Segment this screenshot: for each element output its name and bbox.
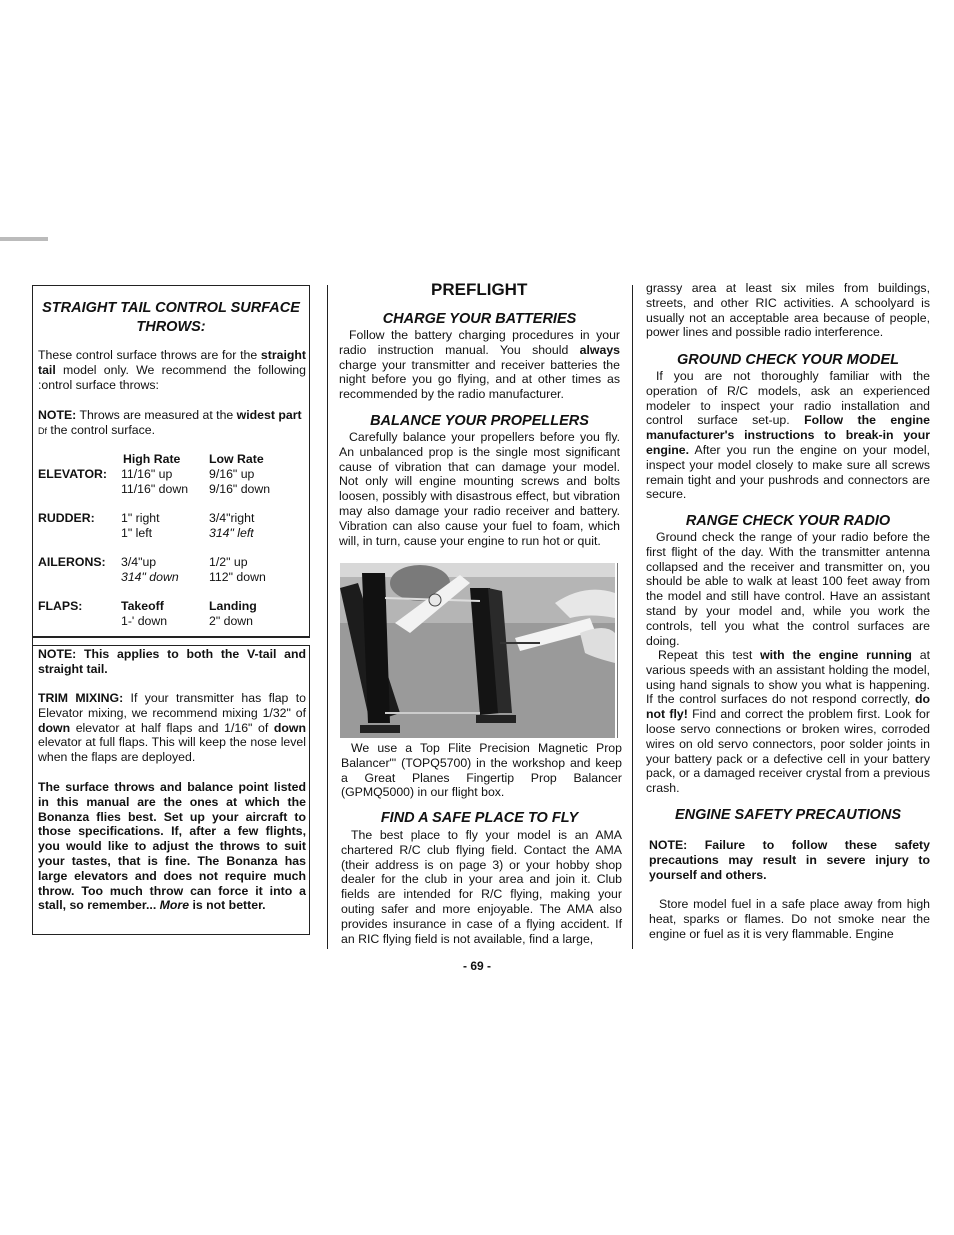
- photo-caption: We use a Top Flite Precision Magnetic Prop Balancer"' (TOPQ5700) in the workshop and keep a Great Planes Fingertip Prop Balancer (GPMQ5000) in our flight box.: [341, 741, 622, 800]
- photo-edge-line: [617, 563, 618, 738]
- find-heading: FIND A SAFE PLACE TO FLY: [380, 810, 579, 826]
- throws-advice: The surface throws and balance point listed in this manual are the ones at which the Bonanza flies best. Set up your aircraft to those specifications. If, after a few flights, you would like to adjust the throws to suit your tastes, that is fine. The Bonanza has large elevators and does not require much throw. Too much throw can force it into a stall, so remember... More is not better.: [38, 780, 306, 913]
- preflight-title: PREFLIGHT: [431, 280, 528, 299]
- col-low-rate: Low Rate: [209, 452, 264, 466]
- rudder-high-left: 1" left: [121, 526, 153, 540]
- throws-title: STRAIGHT TAIL CONTROL SURFACE THROWS:: [42, 300, 300, 335]
- balance-heading: BALANCE YOUR PROPELLERS: [370, 413, 589, 429]
- find-continued: grassy area at least six miles from buildings, streets, and other RIC activities. A schoolyard is usually not an acceptable area because of people, power lines and possible radio interference.: [646, 281, 930, 340]
- col-high-rate: High Rate: [123, 452, 181, 466]
- elevator-low-up: 9/16" up: [209, 467, 255, 481]
- rudder-label: RUDDER:: [38, 511, 95, 525]
- engine-note: NOTE: Failure to follow these safety precautions may result in severe injury to yourself and others.: [649, 838, 930, 882]
- ailerons-low-down: 112" down: [209, 570, 266, 584]
- box-right-border-lower: [309, 645, 310, 935]
- page-edge-mark: [0, 237, 48, 241]
- balance-paragraph: Carefully balance your propellers before you fly. An unbalanced prop is the single most significant cause of vibration that can damage your model. Not only will engine mounting screws and bolts loosen, possibly with disastrous effect, but vibration may also damage your radio receiver and battery. Vibration can also cause your fuel to foam, which will, in turn, cause your engine to run hot or quit.: [339, 430, 620, 548]
- ground-paragraph: If you are not thoroughly familiar with the operation of R/C models, ask an experienced modeler to inspect your radio installation and control surface set-up. Follow the engine manufacturer's instructions to break-in your engine. After you run the engine on your model, inspect your model closely to make sure all screws remain tight and your pushrods and connectors are secure.: [646, 369, 930, 502]
- flaps-landing-head: Landing: [209, 599, 257, 613]
- rudder-low-left: 314" left: [209, 526, 254, 540]
- vtail-note: NOTE: This applies to both the V-tail and straight tail.: [38, 647, 306, 676]
- charge-heading: CHARGE YOUR BATTERIES: [382, 311, 577, 327]
- prop-balancer-illustration: [340, 563, 615, 738]
- box-top-rule: [32, 645, 310, 646]
- throws-intro: These control surface throws are for the straight tail model only. We recommend the following :ontrol surface throws:: [38, 348, 306, 392]
- flaps-takeoff-value: 1-' down: [121, 614, 168, 628]
- store-paragraph: Store model fuel in a safe place away from high heat, sparks or flames. Do not smoke near the engine or fuel as it is very flammable. Engine: [649, 897, 930, 941]
- find-paragraph: The best place to fly your model is an AMA chartered R/C club flying field. Contact the AMA (their address is on page 3) or your hobby shop dealer for the club in your area and join it. Club fields are intended for R/C flying, making your outing safer and more enjoyable. The AMA also provides insurance in case of a flying accident. If an RIC flying field is not available, find a large,: [341, 828, 622, 946]
- ailerons-low-up: 1/2" up: [209, 555, 248, 569]
- range-paragraph: Ground check the range of your radio before the first flight of the day. With the transmitter antenna collapsed and the receiver and transmitter on, you should be able to walk at least 100 feet away from the model and still have control. Have an assistant stand by your model and, while you work the controls, tell you what the control surfaces are doing.: [646, 530, 930, 648]
- ground-heading: GROUND CHECK YOUR MODEL: [676, 352, 900, 368]
- column-divider-right: [632, 285, 633, 949]
- flaps-takeoff-head: Takeoff: [121, 599, 164, 613]
- page-number: - 69 -: [463, 959, 492, 973]
- box-left-border-lower: [32, 637, 33, 935]
- engine-heading: ENGINE SAFETY PRECAUTIONS: [674, 807, 902, 823]
- elevator-high-up: 11/16" up: [121, 467, 173, 481]
- elevator-label: ELEVATOR:: [38, 467, 108, 481]
- repeat-paragraph: Repeat this test with the engine running at various speeds with an assistant holding the model, using hand signals to show you what is happening. If the control surfaces do not respond correctly, do not fly! Find and correct the problem first. Look for loose servo connections or broken wires, corroded wires on old servo connectors, poor solder joints in your battery pack or a defective cell in your battery pack, or a damaged receiver crystal from a previous crash.: [646, 648, 931, 796]
- flaps-label: FLAPS:: [38, 599, 83, 613]
- range-heading: RANGE CHECK YOUR RADIO: [685, 513, 891, 529]
- elevator-low-down: 9/16" down: [209, 482, 271, 496]
- box-bottom-border: [32, 934, 310, 935]
- flaps-landing-value: 2" down: [209, 614, 254, 628]
- elevator-high-down: 11/16" down: [121, 482, 189, 496]
- prop-balancer-photo: [340, 563, 615, 738]
- ailerons-high-down: 314" down: [121, 570, 179, 584]
- rudder-low-right: 3/4"right: [209, 511, 255, 525]
- ailerons-label: AILERONS:: [38, 555, 106, 569]
- throws-note: NOTE: Throws are measured at the widest part Df the control surface.: [38, 408, 302, 437]
- box-divider: [32, 637, 310, 638]
- column-divider-left: [327, 285, 328, 949]
- trim-mixing: TRIM MIXING: If your transmitter has flap to Elevator mixing, we recommend mixing 1/32" of down elevator at half flaps and 1/16" of down elevator at full flaps. This will keep the nose level when the flaps are deployed.: [38, 691, 306, 765]
- ailerons-high-up: 3/4"up: [121, 555, 157, 569]
- charge-paragraph: Follow the battery charging procedures in your radio instruction manual. You should always charge your transmitter and receiver batteries the night before you go flying, and at other times as recommended by the radio manufacturer.: [339, 328, 620, 402]
- rudder-high-right: 1" right: [121, 511, 160, 525]
